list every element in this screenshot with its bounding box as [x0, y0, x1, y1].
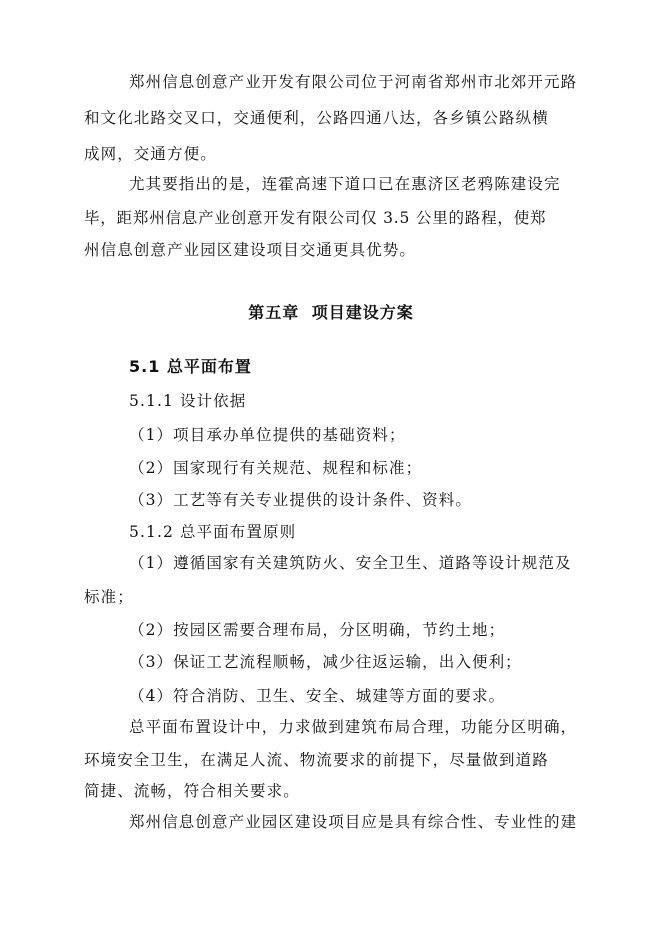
- layout-principle-item: （3）保证工艺流程顺畅，减少往返运输，出入便利；: [129, 653, 522, 671]
- layout-principle-item: （2）按园区需要合理布局，分区明确，节约土地；: [129, 621, 506, 639]
- layout-principle-item-line-2: 标准；: [84, 588, 134, 606]
- layout-principle-item: （4）符合消防、卫生、安全、城建等方面的要求。: [129, 687, 506, 705]
- layout-principle-item-line-1: （1）遵循国家有关建筑防火、安全卫生、道路等设计规范及: [129, 554, 572, 572]
- subsection-layout-principles-title: 5.1.2 总平面布置原则: [129, 523, 297, 541]
- subsection-design-basis-title: 5.1.1 设计依据: [129, 392, 247, 410]
- paragraph-highway-line-1: 尤其要指出的是，连霍高速下道口已在惠济区老鸦陈建设完: [129, 175, 561, 193]
- paragraph-highway-line-3: 州信息创意产业园区建设项目交通更具优势。: [84, 241, 417, 259]
- closing-paragraph-line-2: 环境安全卫生，在满足人流、物流要求的前提下，尽量做到道路: [84, 751, 549, 769]
- paragraph-traffic-line-3: 成网，交通方便。: [84, 145, 217, 163]
- design-basis-item: （1）项目承办单位提供的基础资料；: [129, 426, 406, 444]
- closing-paragraph-line-3: 简捷、流畅，符合相关要求。: [84, 782, 300, 800]
- paragraph-traffic-line-1: 郑州信息创意产业开发有限公司位于河南省郑州市北郊开元路: [129, 73, 578, 91]
- final-paragraph-line-1: 郑州信息创意产业园区建设项目应是具有综合性、专业性的建: [129, 813, 578, 831]
- section-title: 5.1 总平面布置: [129, 357, 252, 376]
- design-basis-item: （3）工艺等有关专业提供的设计条件、资料。: [129, 491, 472, 509]
- paragraph-highway-line-2: 毕，距郑州信息产业创意开发有限公司仅 3.5 公里的路程，使郑: [84, 209, 547, 227]
- paragraph-traffic-line-2: 和文化北路交叉口，交通便利，公路四通八达，各乡镇公路纵横: [84, 109, 549, 127]
- closing-paragraph-line-1: 总平面布置设计中，力求做到建筑布局合理，功能分区明确，: [129, 718, 578, 736]
- chapter-title: 第五章 项目建设方案: [248, 303, 414, 322]
- design-basis-item: （2）国家现行有关规范、规程和标准；: [129, 459, 423, 477]
